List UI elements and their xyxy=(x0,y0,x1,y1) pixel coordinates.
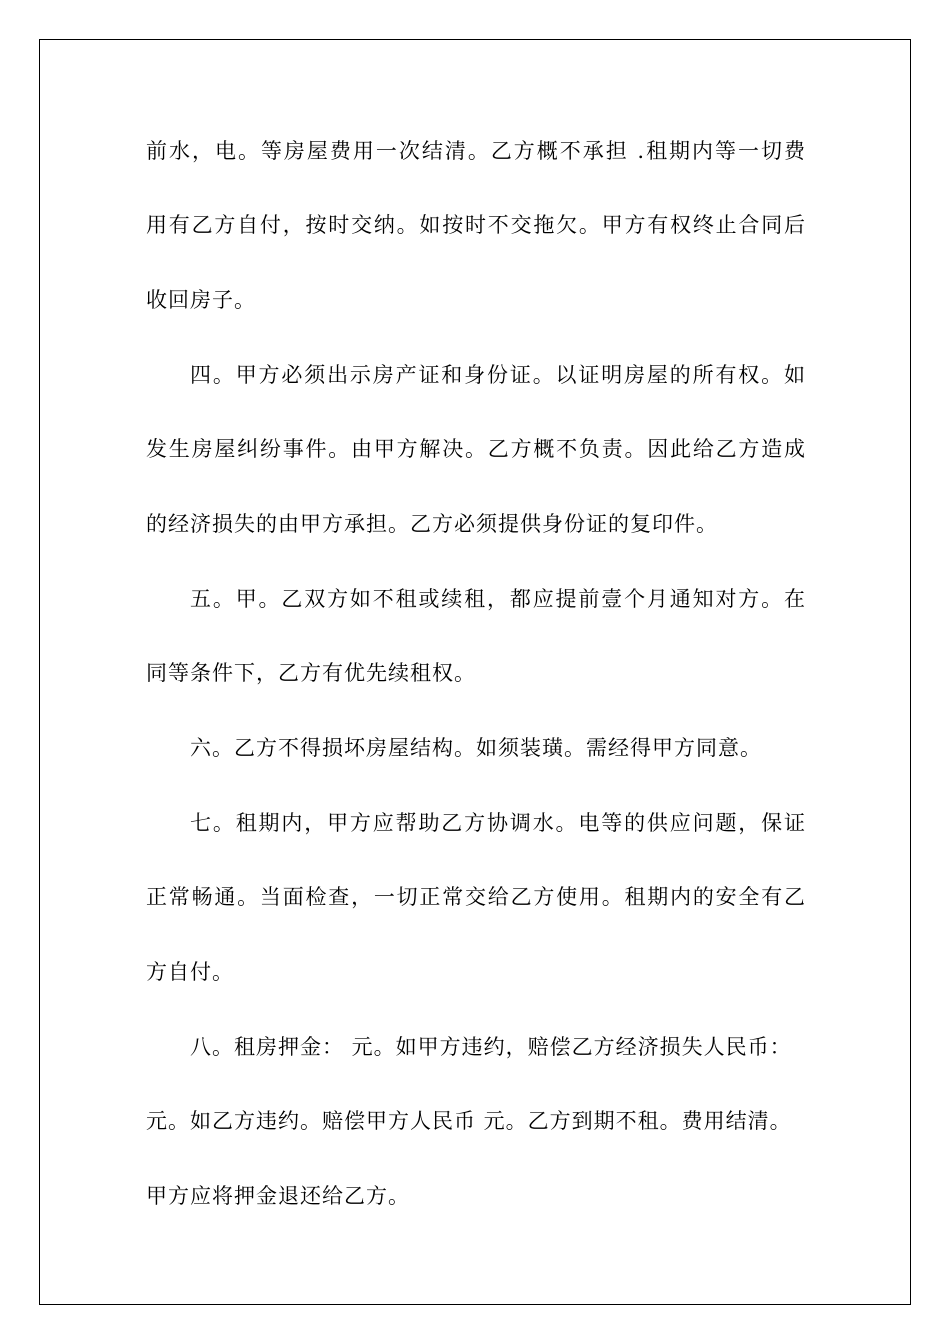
text-line: 收回房子。 xyxy=(146,288,256,312)
paragraph-six: 六。乙方不得损坏房屋结构。如须装璜。需经得甲方同意。 xyxy=(190,736,762,760)
text-line: 用有乙方自付，按时交纳。如按时不交拖欠。甲方有权终止合同后 xyxy=(146,213,806,237)
text-line: 的经济损失的由甲方承担。乙方必须提供身份证的复印件。 xyxy=(146,512,718,536)
paragraph-five-start: 五。甲。乙双方如不租或续租，都应提前壹个月通知对方。在 xyxy=(190,587,806,611)
paragraph-seven-start: 七。租期内，甲方应帮助乙方协调水。电等的供应问题，保证 xyxy=(190,811,806,835)
paragraph-eight-start: 八。租房押金： 元。如甲方违约，赔偿乙方经济损失人民币： xyxy=(190,1035,792,1059)
paragraph-four-start: 四。甲方必须出示房产证和身份证。以证明房屋的所有权。如 xyxy=(190,363,806,387)
text-line: 前水，电。等房屋费用一次结清。乙方概不承担 .租期内等一切费 xyxy=(146,139,806,163)
text-line: 元。如乙方违约。赔偿甲方人民币 元。乙方到期不租。费用结清。 xyxy=(146,1109,792,1133)
text-line: 正常畅通。当面检查，一切正常交给乙方使用。租期内的安全有乙 xyxy=(146,885,806,909)
text-line: 同等条件下，乙方有优先续租权。 xyxy=(146,661,476,685)
text-line: 甲方应将押金退还给乙方。 xyxy=(146,1184,410,1208)
text-line: 发生房屋纠纷事件。由甲方解决。乙方概不负责。因此给乙方造成 xyxy=(146,437,806,461)
text-line: 方自付。 xyxy=(146,960,234,984)
